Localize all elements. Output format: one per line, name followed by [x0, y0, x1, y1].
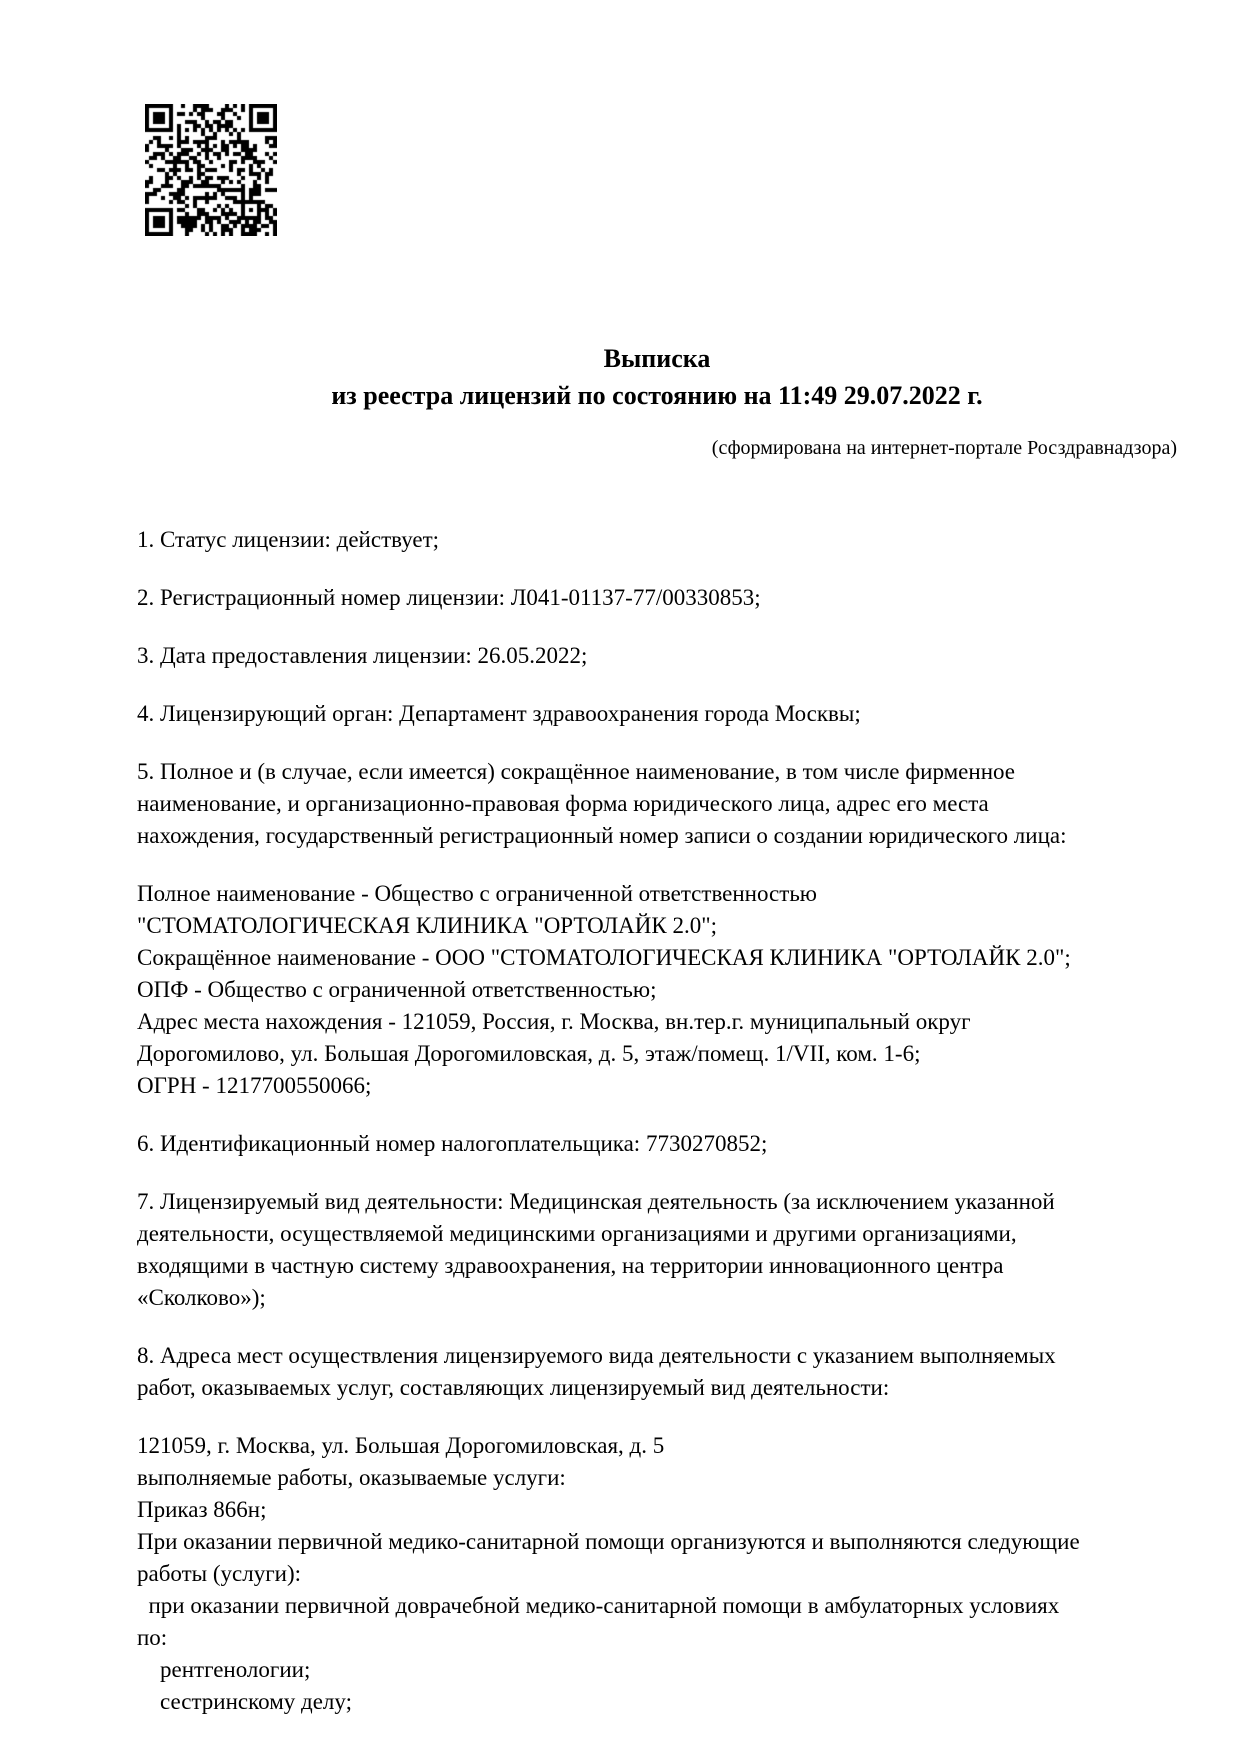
text-line: ОГРН - 1217700550066; [137, 1073, 372, 1098]
text-line: входящими в частную систему здравоохранения, на территории инновационного центра [137, 1253, 1004, 1278]
paragraph-licensing-authority [137, 698, 1177, 730]
paragraph-license-status [137, 524, 1177, 556]
text-line: 1. Статус лицензии: действует; [137, 527, 440, 552]
paragraph-inn [137, 1128, 1177, 1160]
qr-code [145, 104, 277, 236]
text-line: 4. Лицензирующий орган: Департамент здравоохранения города Москвы; [137, 701, 861, 726]
text-line: Сокращённое наименование - ООО "СТОМАТОЛОГИЧЕСКАЯ КЛИНИКА "ОРТОЛАЙК 2.0"; [137, 945, 1071, 970]
paragraph-registration-number [137, 582, 1177, 614]
document-title [137, 340, 1177, 414]
paragraph-licensed-activity [137, 1186, 1177, 1314]
text-line: "СТОМАТОЛОГИЧЕСКАЯ КЛИНИКА "ОРТОЛАЙК 2.0"; [137, 913, 718, 938]
text-line: Дорогомилово, ул. Большая Дорогомиловская, д. 5, этаж/помещ. 1/VII, ком. 1-6; [137, 1041, 921, 1066]
text-line: 8. Адреса мест осуществления лицензируемого вида деятельности с указанием выполняемых [137, 1343, 1056, 1368]
paragraph-activity-addresses-intro [137, 1340, 1177, 1404]
paragraph-legal-entity-details [137, 878, 1177, 1102]
text-line: Адрес места нахождения - 121059, Россия, г. Москва, вн.тер.г. муниципальный округ [137, 1009, 971, 1034]
text-line: 5. Полное и (в случае, если имеется) сокращённое наименование, в том числе фирменное [137, 759, 1015, 784]
text-line: выполняемые работы, оказываемые услуги: [137, 1465, 566, 1490]
text-line: рентгенологии; [137, 1657, 311, 1682]
source-note: (сформирована на интернет-портале Росздравнадзора) [711, 437, 1177, 459]
text-line: деятельности, осуществляемой медицинскими организациями и другими организациями, [137, 1221, 1017, 1246]
paragraph-legal-entity-intro [137, 756, 1177, 852]
text-line: при оказании первичной доврачебной медико-санитарной помощи в амбулаторных условиях [137, 1593, 1060, 1618]
text-line: наименование, и организационно-правовая форма юридического лица, адрес его места [137, 791, 989, 816]
text-line: 3. Дата предоставления лицензии: 26.05.2022; [137, 643, 588, 668]
paragraph-activity-address-details [137, 1430, 1177, 1718]
text-line: Полное наименование - Общество с ограниченной ответственностью [137, 881, 817, 906]
text-line: 6. Идентификационный номер налогоплательщика: 7730270852; [137, 1131, 768, 1156]
text-line: сестринскому делу; [137, 1689, 352, 1714]
document-body [137, 524, 1177, 1744]
text-line: 2. Регистрационный номер лицензии: Л041-01137-77/00330853; [137, 585, 761, 610]
text-line: нахождения, государственный регистрационный номер записи о создании юридического лица: [137, 823, 1067, 848]
text-line: работ, оказываемых услуг, составляющих лицензируемый вид деятельности: [137, 1375, 890, 1400]
text-line: работы (услуги): [137, 1561, 301, 1586]
text-line: по: [137, 1625, 168, 1650]
title-line-2: из реестра лицензий по состоянию на 11:49 29.07.2022 г. [331, 381, 983, 410]
text-line: 121059, г. Москва, ул. Большая Дорогомиловская, д. 5 [137, 1433, 665, 1458]
paragraph-grant-date [137, 640, 1177, 672]
text-line: При оказании первичной медико-санитарной помощи организуются и выполняются следующие [137, 1529, 1080, 1554]
text-line: Приказ 866н; [137, 1497, 267, 1522]
title-line-1: Выписка [603, 344, 711, 373]
text-line: «Сколково»); [137, 1285, 266, 1310]
text-line: ОПФ - Общество с ограниченной ответственностью; [137, 977, 657, 1002]
text-line: 7. Лицензируемый вид деятельности: Медицинская деятельность (за исключением указанной [137, 1189, 1055, 1214]
